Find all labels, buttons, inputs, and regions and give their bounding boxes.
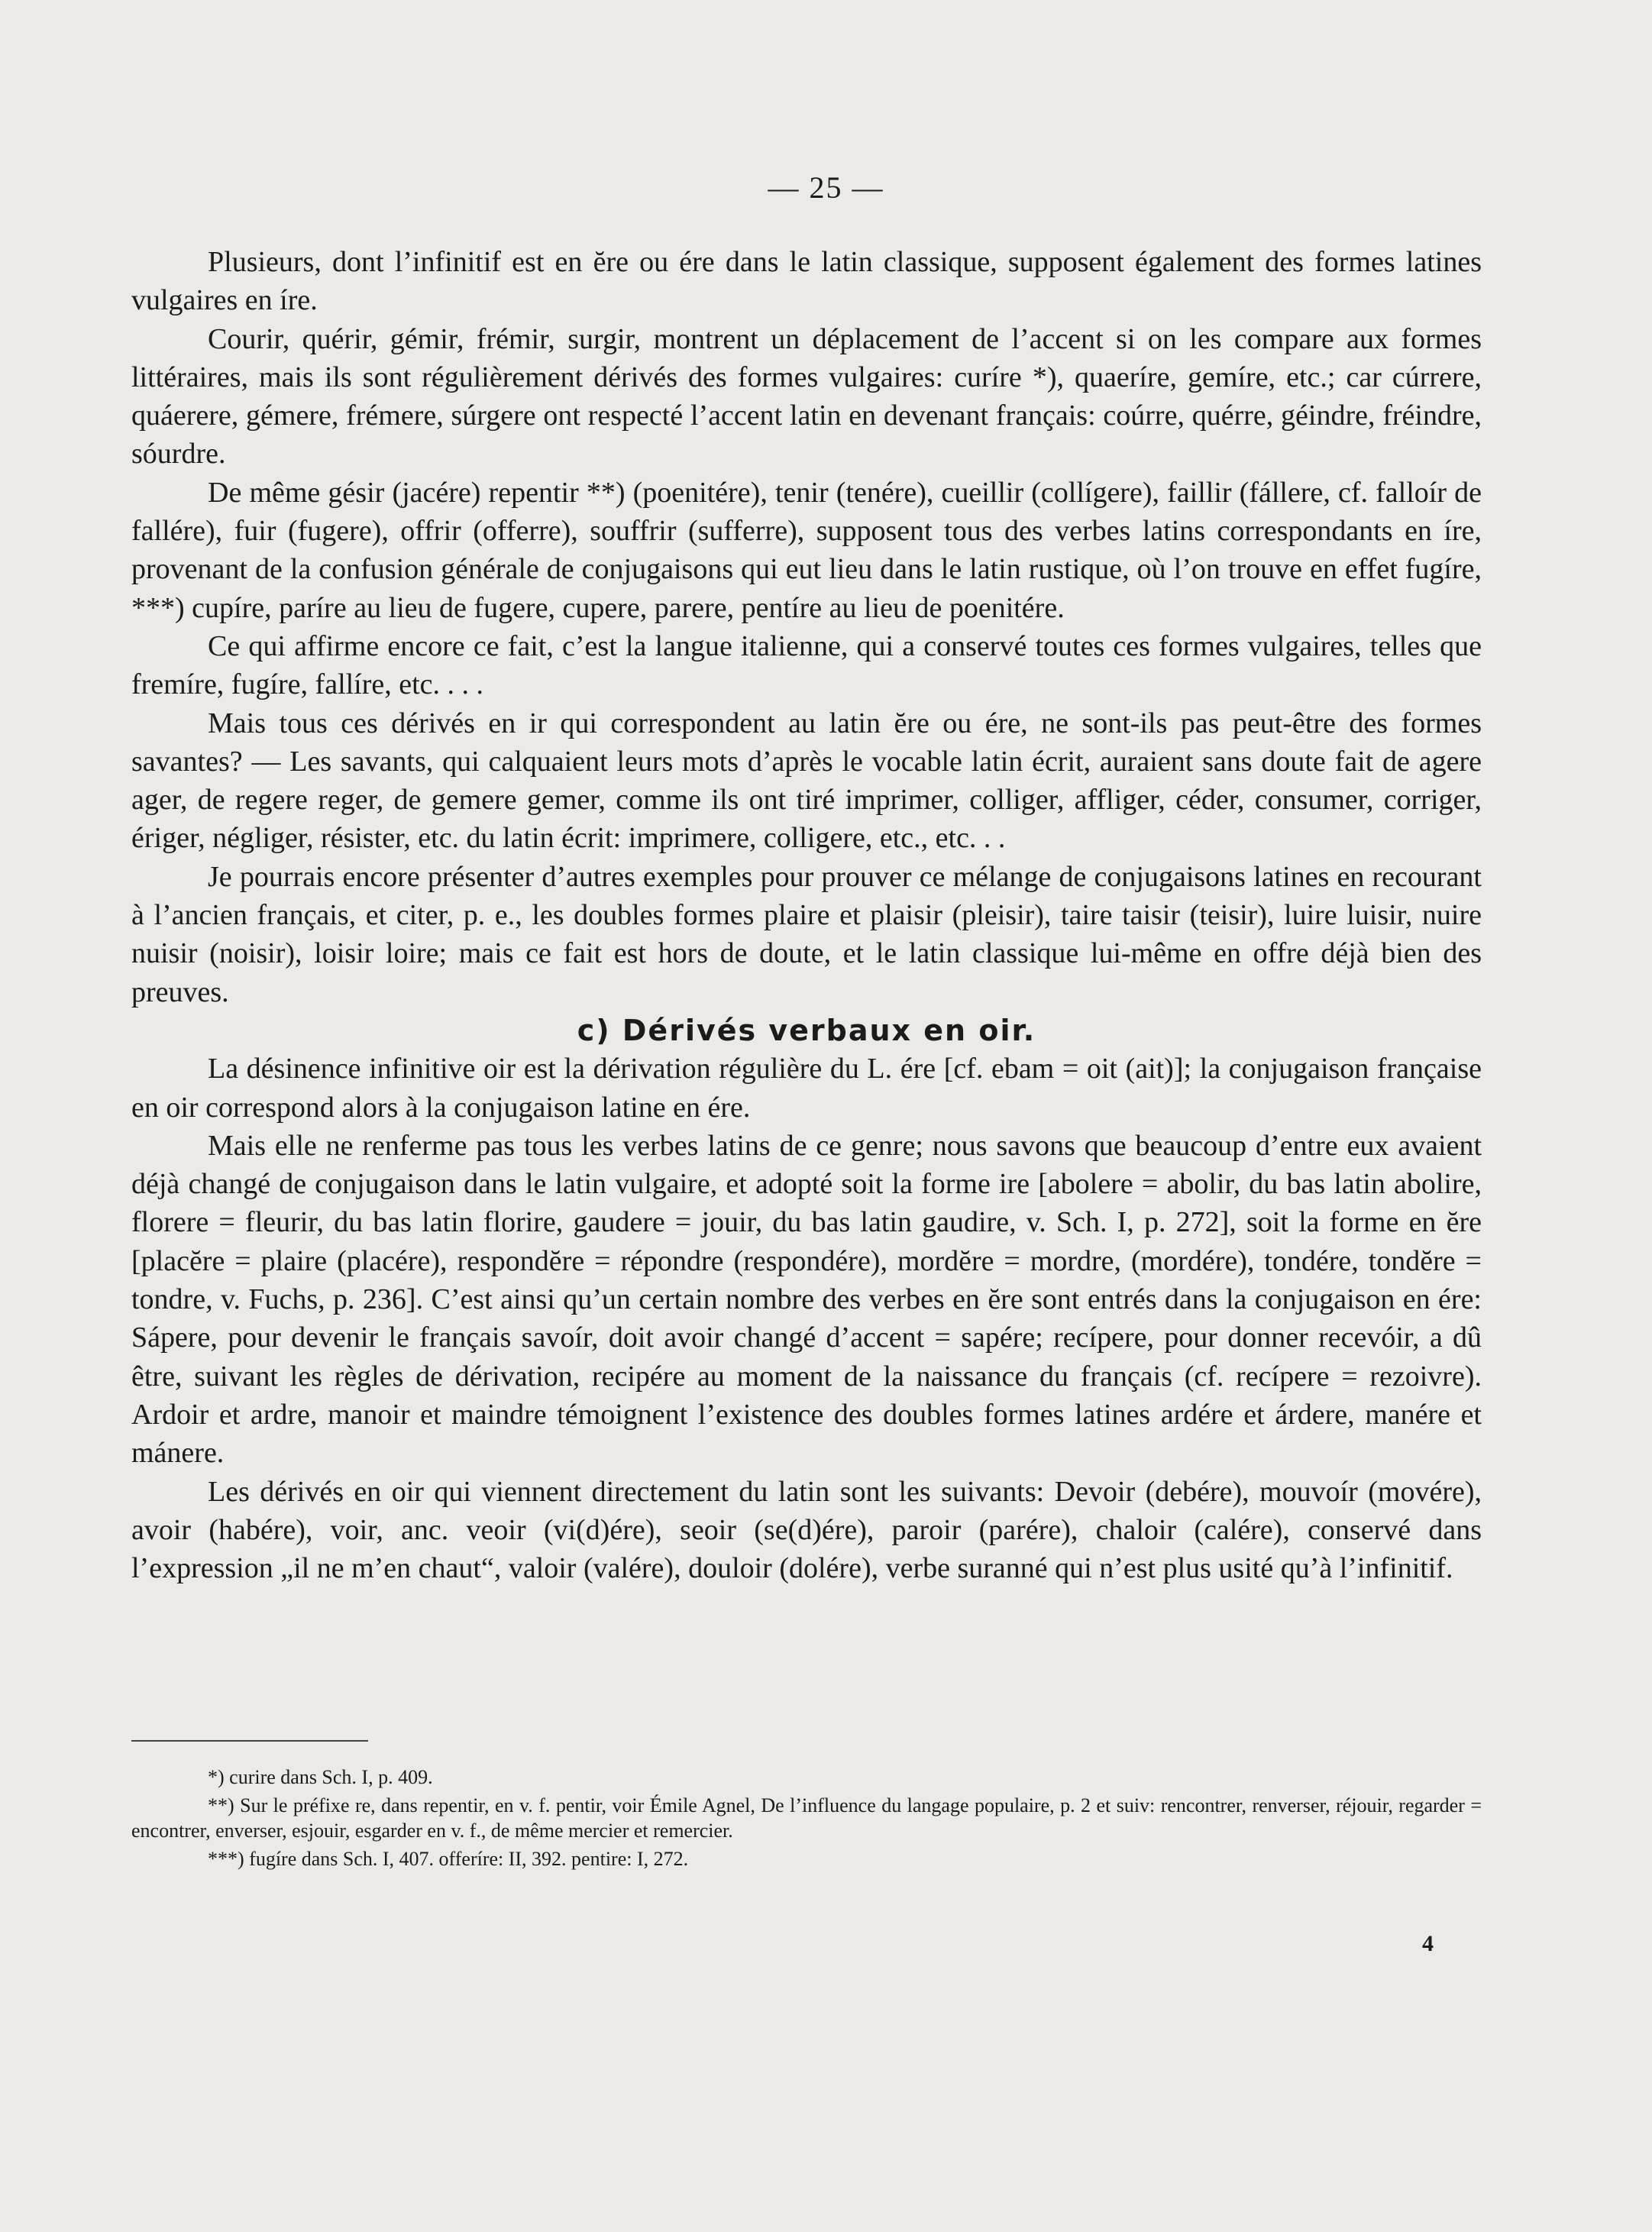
section-heading: c) Dérivés verbaux en oir. (577, 1013, 1036, 1047)
footnote-divider (131, 1740, 368, 1742)
paragraph: Mais elle ne renferme pas tous les verbes latins de ce genre; nous savons que beaucoup d’entre eux avaient déjà changé de conjugaison dans le latin vulgaire, et adopté soit la forme ire [abolere = abolir, du bas latin abolire, florere = fleurir, du bas latin florire, gaudere = jouir, du bas latin gaudire, v. Sch. I, p. 272], soit la forme en ĕre [placĕre = plaire (placére), respondĕre = répondre (respondére), mordĕre = mordre, (mordére), tondére, tondĕre = tondre, v. Fuchs, p. 236]. C’est ainsi qu’un certain nombre des verbes en ĕre sont entrés dans la conjugaison en ére: Sápere, pour devenir le français savoír, doit avoir changé d’accent = sapére; recípere, pour donner recevóir, a dû être, suivant les règles de dérivation, recipére au moment de la naissance du français (cf. recípere = rezoivre). Ardoir et ardre, manoir et maindre témoignent l’existence des doubles formes latines ardére et árdere, manére et mánere. (131, 1129, 1482, 1470)
footnote: ***) fugíre dans Sch. I, 407. offeríre: II, 392. pentire: I, 272. (208, 1848, 689, 1870)
paragraph: Je pourrais encore présenter d’autres exemples pour prouver ce mélange de conjugaisons latines en recourant à l’ancien français, et citer, p. e., les doubles formes plaire et plaisir (pleisir), taire taisir (teisir), luire luisir, nuire nuisir (noisir), loisir loire; mais ce fait est hors de doute, et le latin classique lui-même en offre déjà bien des preuves. (131, 860, 1482, 1008)
footnote: *) curire dans Sch. I, p. 409. (208, 1766, 433, 1788)
signature-mark: 4 (1422, 1931, 1434, 1956)
paragraph: De même gésir (jacére) repentir **) (poenitére), tenir (tenére), cueillir (collígere), faillir (fállere, cf. falloír de fallére), fuir (fugere), offrir (offerre), souffrir (sufferre), supposent tous des verbes latins correspondants en íre, provenant de la confusion générale de conjugaisons qui eut lieu dans le latin rustique, où l’on trouve en effet fugíre, ***) cupíre, paríre au lieu de fugere, cupere, parere, pentíre au lieu de poenitére. (131, 476, 1482, 624)
main-text (131, 243, 1482, 1587)
page-number: — 25 — (768, 170, 884, 205)
paragraph: Les dérivés en oir qui viennent directement du latin sont les suivants: Devoir (debére), mouvoír (movére), avoir (habére), voir, anc. veoir (vi(d)ére), seoir (se(d)ére), paroir (parére), chaloir (calére), conservé dans l’expression „il ne m’en chaut“, valoir (valére), douloir (dolére), verbe suranné qui n’est plus usité qu’à l’infinitif. (131, 1475, 1482, 1585)
paragraph: Courir, quérir, gémir, frémir, surgir, montrent un déplacement de l’accent si on les compare aux formes littéraires, mais ils sont régulièrement dérivés des formes vulgaires: curíre *), quaeríre, gemíre, etc.; car cúrrere, quáerere, gémere, frémere, súrgere ont respecté l’accent latin en devenant français: coúrre, quérre, géindre, fréindre, sóurdre. (131, 322, 1482, 471)
paragraph: Plusieurs, dont l’infinitif est en ĕre ou ére dans le latin classique, supposent également des formes latines vulgaires en íre. (131, 246, 1482, 317)
paragraph: La désinence infinitive oir est la dérivation régulière du L. ére [cf. ebam = oit (ait)]; la conjugaison française en oir correspond alors à la conjugaison latine en ére. (131, 1053, 1482, 1124)
paragraph: Ce qui affirme encore ce fait, c’est la langue italienne, qui a conservé toutes ces formes vulgaires, telles que fremíre, fugíre, fallíre, etc. . . . (131, 629, 1482, 701)
footnote: **) Sur le préfixe re, dans repentir, en v. f. pentir, voir Émile Agnel, De l’influence du langage populaire, p. 2 et suiv: rencontrer, renverser, réjouir, regarder = encontrer, enverser, esjouir, esgarder en v. f., de même mercier et remercier. (131, 1794, 1482, 1842)
paragraph: Mais tous ces dérivés en ir qui correspondent au latin ĕre ou ére, ne sont-ils pas peut-être des formes savantes? — Les savants, qui calquaient leurs mots d’après le vocable latin écrit, auraient sans doute fait de agere ager, de regere reger, de gemere gemer, comme ils ont tiré imprimer, colliger, affliger, céder, consumer, corriger, ériger, négliger, résister, etc. du latin écrit: imprimere, colligere, etc., etc. . . (131, 707, 1482, 855)
footnotes (131, 1765, 1482, 1875)
